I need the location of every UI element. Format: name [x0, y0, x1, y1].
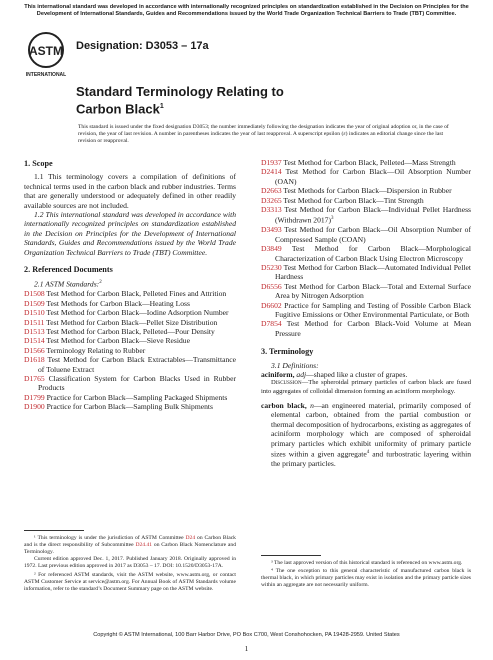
footnote-3: ³ The last approved version of this historical standard is referenced on www.astm.org. [271, 560, 463, 566]
reference-title: Test Method for Carbon Black—Oil Absorption Number of Compressed Sample (COAN) [275, 225, 471, 244]
reference-item [24, 308, 236, 317]
aciniform-discussion: Discussion—The spheroidal primary particles of carbon black are fused into aggregates of colloidal dimension forming an aciniform morphology. [261, 379, 471, 395]
subcommittee-link[interactable]: D24.41 [135, 542, 153, 548]
reference-link[interactable]: D2663 [261, 186, 282, 196]
reference-link[interactable]: D1566 [24, 345, 45, 355]
reference-item [261, 225, 471, 244]
reference-item [261, 244, 471, 263]
reference-item [261, 319, 471, 338]
reference-title: Test Method for Carbon Black—Pellet Size Distribution [44, 317, 218, 327]
reference-link[interactable]: D1799 [24, 392, 45, 402]
reference-title: Test Method for Carbon Black—Tint Strength [281, 195, 424, 205]
reference-link[interactable]: D5230 [261, 263, 282, 272]
refs-list-left [24, 289, 236, 411]
footnote-1-edition: Current edition approved Dec. 1, 2017. Published January 2018. Originally approved in 1972. Last previous edition approved in 2017 as D3053 – 17. DOI: 10.1520/D3053-17A. [24, 556, 236, 569]
reference-title: Test Method for Carbon Black—Individual Pellet Hardness (Withdrawn 2017) [275, 205, 471, 225]
reference-item [261, 282, 471, 301]
reference-title: Test Method for Carbon Black, Pelleted Fines and Attrition [44, 289, 227, 299]
reference-title: Test Method for Carbon Black—Oil Absorption Number (OAN) [275, 167, 471, 186]
reference-title: Practice for Carbon Black—Sampling Packaged Shipments [44, 392, 228, 402]
reference-link[interactable]: D7854 [261, 319, 282, 329]
reference-link[interactable]: D3849 [261, 244, 282, 254]
left-column [24, 153, 236, 592]
reference-link[interactable]: D1514 [24, 336, 45, 346]
reference-item [261, 167, 471, 186]
page-number: 1 [244, 644, 249, 653]
reference-link[interactable]: D1513 [24, 327, 45, 337]
reference-link[interactable]: D6602 [261, 300, 282, 310]
reference-title: Test Method for Carbon Black—Iodine Adsorption Number [44, 308, 229, 318]
reference-item [24, 393, 236, 402]
reference-title: Test Method for Carbon Black—Sieve Residue [44, 336, 190, 346]
refs-sub-footnote: 2 [99, 280, 102, 286]
reference-link[interactable]: D2414 [261, 167, 282, 177]
svg-text:ASTM: ASTM [29, 44, 63, 58]
reference-title: Practice for Sampling and Testing of Possible Carbon Black Fugitive Emissions or Other Environmental Particulate, or Both [275, 300, 471, 320]
copyright-footer: Copyright © ASTM International, 100 Barr Harbor Drive, PO Box C700, West Conshohocken, PA 19428-2959. United States [93, 632, 400, 638]
committee-link[interactable]: D24 [185, 535, 196, 541]
reference-item [24, 402, 236, 411]
reference-link[interactable]: D1765 [24, 374, 45, 384]
reference-item [24, 374, 236, 393]
refs-list-right [261, 158, 471, 338]
reference-link[interactable]: D1508 [24, 289, 45, 299]
reference-link[interactable]: D6556 [261, 281, 282, 291]
title-line-1: Standard Terminology Relating to [76, 84, 284, 99]
reference-item [261, 301, 471, 320]
reference-item [24, 355, 236, 374]
reference-item [261, 158, 471, 167]
reference-item [24, 289, 236, 298]
carbon-black-definition: carbon black, n—an engineered material, primarily composed of elemental carbon, obtained from the partial combustion or thermal decomposition of hydrocarbons, existing as aggregates of aciniform morphology which are composed of spheroidal primary particles which exhibit uniformity of primary particle sizes within a given aggregate$^4$ and turbostratic layering within the primary particles. [261, 400, 471, 468]
reference-title: Test Method for Carbon Black, Pelleted—Pour Density [44, 327, 215, 337]
reference-link[interactable]: D1618 [24, 355, 45, 365]
reference-item [24, 318, 236, 327]
reference-link[interactable]: D1511 [24, 317, 45, 327]
reference-link[interactable]: D1510 [24, 308, 45, 318]
reference-title: Test Method for Carbon Black Extractables—Transmittance of Toluene Extract [38, 355, 236, 374]
reference-item [24, 327, 236, 336]
reference-link[interactable]: D3313 [261, 205, 282, 215]
footnotes-right [261, 553, 471, 589]
reference-title: Terminology Relating to Rubber [44, 345, 146, 355]
scope-heading: 1. Scope [24, 159, 53, 168]
reference-title: Test Methods for Carbon Black—Dispersion in Rubber [281, 186, 452, 196]
footnotes-left [24, 528, 236, 593]
reference-title: Test Method for Carbon Black-Void Volume at Mean Pressure [275, 319, 471, 338]
reference-title: Test Method for Carbon Black—Total and External Surface Area by Nitrogen Adsorption [275, 281, 471, 301]
designation-note: This standard is issued under the fixed designation D3053; the number immediately following the designation indicates the year of original adoption or, in the case of revision, the year of last revision. A number in parentheses indicates the year of last reapproval. A superscript epsilon (ε) indicates an editorial change since the last revision or reapproval. [78, 124, 449, 144]
reference-link[interactable]: D3265 [261, 195, 282, 205]
title-line-2: Carbon Black [76, 101, 160, 117]
reference-link[interactable]: D1937 [261, 158, 282, 167]
right-column [261, 158, 471, 588]
reference-item [24, 336, 236, 345]
standards-notice: This international standard was developed in accordance with internationally recognized principles on standardization established in the Decision on Principles for the Development of International Standards, Guides and Recommendations issued by the World Trade Organization Technical Barriers to Trade (TBT) Committee. [24, 4, 469, 17]
reference-item [261, 263, 471, 282]
reference-item [261, 196, 471, 205]
scope-p2: 1.2 This international standard was developed in accordance with internationally recognized principles on standardization established in the Decision on Principles for the Development of International Standards, Guides and Recommendations issued by the World Trade Organization Technical Barriers to Trade (TBT) Committee. [24, 210, 236, 257]
reference-item [261, 205, 471, 225]
title-footnote-marker: 1 [159, 103, 164, 110]
reference-link[interactable]: D3493 [261, 225, 282, 235]
reference-title: Test Method for Carbon Black—Morphological Characterization of Carbon Black Using Electron Microscopy [275, 244, 471, 263]
reference-footnote-marker: 3 [331, 216, 334, 222]
reference-title: Test Method for Carbon Black—Automated Individual Pellet Hardness [275, 263, 471, 282]
reference-title: Test Method for Carbon Black, Pelleted—Mass Strength [281, 158, 456, 167]
document-title [76, 84, 284, 116]
definitions-subheading: 3.1 Definitions: [271, 360, 319, 370]
aciniform-definition: aciniform, adj—shaped like a cluster of grapes. [261, 370, 408, 380]
reference-item [24, 299, 236, 308]
reference-title: Classification System for Carbon Blacks Used in Rubber Products [38, 374, 236, 393]
refs-heading: 2. Referenced Documents [24, 265, 113, 275]
footnote-1: ¹ This terminology is under the jurisdiction of ASTM Committee D24 on Carbon Black and is the direct responsibility of Subcommittee D24.41 on Carbon Black Nomenclature and Terminology. [24, 535, 236, 555]
footnote-4: ⁴ The one exception to this general characteristic of manufactured carbon black is thermal black, in which primary particles may exist in isolation and the primary particle sizes within an aggregate are not necessarily uniform. [261, 568, 471, 588]
reference-link[interactable]: D1509 [24, 298, 45, 308]
footnote-2: ² For referenced ASTM standards, visit the ASTM website, www.astm.org, or contact ASTM Customer Service at service@astm.org. For Annual Book of ASTM Standards volume information, refer to the standard’s Document Summary page on the ASTM website. [24, 572, 236, 592]
reference-title: Test Methods for Carbon Black—Heating Loss [44, 298, 190, 308]
reference-item [24, 346, 236, 355]
refs-subheading: 2.1 ASTM Standards: [34, 280, 100, 289]
reference-item [261, 186, 471, 195]
scope-p1: 1.1 This terminology covers a compilation of definitions of technical terms used in the carbon black and rubber industries. Terms that are generally understood or adequately defined in other readily available sources are not included. [24, 172, 236, 210]
designation: Designation: D3053 – 17a [76, 40, 209, 52]
astm-logo [24, 30, 68, 80]
logo-text: INTERNATIONAL [25, 72, 67, 78]
reference-link[interactable]: D1900 [24, 402, 45, 412]
reference-title: Practice for Carbon Black—Sampling Bulk Shipments [44, 402, 213, 412]
terminology-heading: 3. Terminology [261, 347, 314, 357]
